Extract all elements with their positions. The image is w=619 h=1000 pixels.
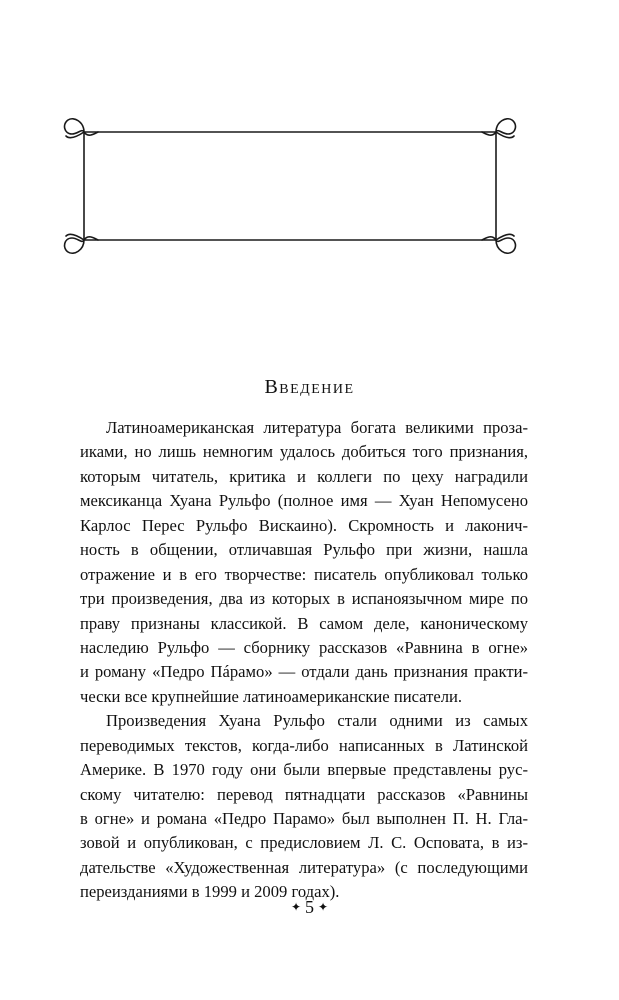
text-line: зовой и опубликован, с предисловием Л. С. Осповата, в из- xyxy=(80,833,528,853)
text-line: скому читателю: перевод пятнадцати рассказов «Равнины xyxy=(80,784,528,804)
text-line: отражение и в его творчестве: писатель опубликовал только xyxy=(80,564,528,584)
text-line: мексиканца Хуана Рульфо (полное имя — Хуан Непомусено xyxy=(80,491,528,511)
text-line: переводимых текстов, когда-либо написанных в Латинской xyxy=(80,735,528,755)
text-line: наследию Рульфо — сборнику рассказов «Равнина в огне» xyxy=(80,637,528,657)
text-line: Произведения Хуана Рульфо стали одними из самых xyxy=(106,711,528,731)
text-line: в огне» и романа «Педро Парамо» был выполнен П. Н. Гла- xyxy=(80,809,528,828)
chapter-heading: Введение xyxy=(264,376,355,398)
text-line: дательстве «Художественная литература» (с последующими xyxy=(80,857,528,877)
ornament-star-icon: ✦ xyxy=(318,900,329,914)
text-line: Карлос Перес Рульфо Вискаино). Скромность и лаконич- xyxy=(80,515,528,535)
text-line: три произведения, два из которых в испаноязычном мире по xyxy=(80,589,528,609)
text-line: иками, но лишь немногим удалось добиться того признания, xyxy=(80,442,528,462)
ornamental-border-icon xyxy=(60,112,520,260)
text-line: чески все крупнейшие латиноамериканские писатели. xyxy=(80,686,463,706)
text-line: ность в общении, отличавшая Рульфо при жизни, нашла xyxy=(80,540,528,560)
text-line: Латиноамериканская литература богата великими проза- xyxy=(106,418,528,437)
text-line: и роману «Педро Пáрамо» — отдали дань признания практи- xyxy=(80,662,528,682)
page-number-footer xyxy=(0,897,619,918)
decorative-frame xyxy=(60,112,520,260)
body-text xyxy=(80,416,528,905)
text-line: праву признаны классикой. В самом деле, каноническому xyxy=(80,613,528,633)
text-line: которым читатель, критика и коллеги по цеху наградили xyxy=(80,466,528,486)
page-number: 5 xyxy=(305,897,314,917)
ornament-star-icon: ✦ xyxy=(290,900,301,914)
text-line: Америке. В 1970 году они были впервые представлены рус- xyxy=(80,760,528,780)
text-line: переизданиями в 1999 и 2009 годах). xyxy=(80,882,340,902)
